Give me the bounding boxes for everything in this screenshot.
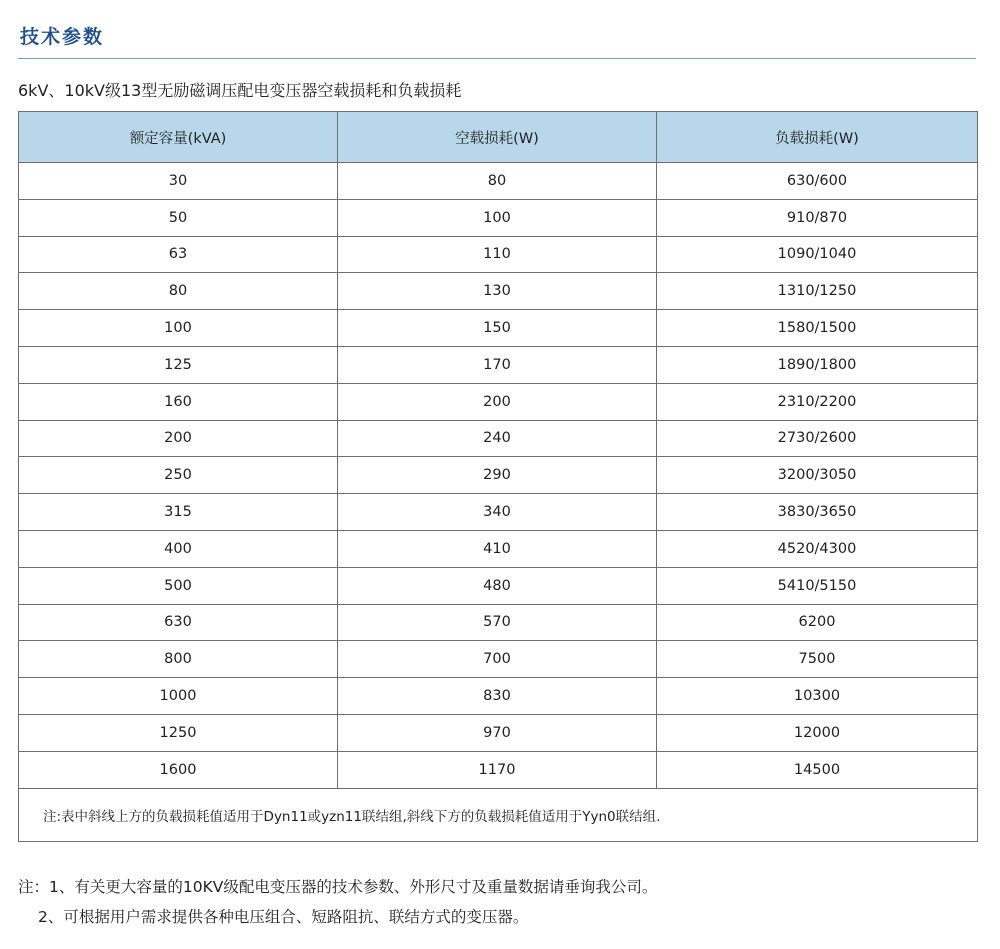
cell-capacity: 125 xyxy=(19,346,338,383)
table-row xyxy=(19,641,978,678)
cell-no-load-loss: 130 xyxy=(338,273,657,310)
cell-load-loss: 3200/3050 xyxy=(657,457,978,494)
cell-load-loss: 14500 xyxy=(657,751,978,788)
cell-capacity: 1250 xyxy=(19,714,338,751)
table-row xyxy=(19,199,978,236)
cell-no-load-loss: 340 xyxy=(338,494,657,531)
header-rated-capacity: 额定容量(kVA) xyxy=(19,112,338,163)
cell-load-loss: 1890/1800 xyxy=(657,346,978,383)
cell-load-loss: 7500 xyxy=(657,641,978,678)
cell-load-loss: 2310/2200 xyxy=(657,383,978,420)
table-header-row xyxy=(19,112,978,163)
cell-load-loss: 1090/1040 xyxy=(657,236,978,273)
cell-no-load-loss: 830 xyxy=(338,678,657,715)
cell-load-loss: 2730/2600 xyxy=(657,420,978,457)
cell-capacity: 100 xyxy=(19,310,338,347)
cell-capacity: 1600 xyxy=(19,751,338,788)
cell-no-load-loss: 700 xyxy=(338,641,657,678)
cell-no-load-loss: 410 xyxy=(338,530,657,567)
cell-no-load-loss: 290 xyxy=(338,457,657,494)
table-row xyxy=(19,751,978,788)
cell-capacity: 500 xyxy=(19,567,338,604)
section-title: 技术参数 xyxy=(20,26,105,48)
cell-no-load-loss: 80 xyxy=(338,163,657,200)
table-note-row xyxy=(19,788,978,841)
cell-load-loss: 630/600 xyxy=(657,163,978,200)
cell-no-load-loss: 240 xyxy=(338,420,657,457)
cell-capacity: 63 xyxy=(19,236,338,273)
table-row xyxy=(19,678,978,715)
cell-no-load-loss: 110 xyxy=(338,236,657,273)
table-row xyxy=(19,310,978,347)
cell-no-load-loss: 170 xyxy=(338,346,657,383)
cell-load-loss: 6200 xyxy=(657,604,978,641)
footnote-1: 注：1、有关更大容量的10KV级配电变压器的技术参数、外形尺寸及重量数据请垂询我公司。 xyxy=(18,878,658,896)
cell-capacity: 315 xyxy=(19,494,338,531)
table-note: 注:表中斜线上方的负载损耗值适用于Dyn11或yzn11联结组,斜线下方的负载损耗值适用于Yyn0联结组. xyxy=(19,788,978,841)
table-row xyxy=(19,383,978,420)
cell-capacity: 30 xyxy=(19,163,338,200)
table-row xyxy=(19,236,978,273)
cell-load-loss: 3830/3650 xyxy=(657,494,978,531)
table-row xyxy=(19,530,978,567)
table-row xyxy=(19,714,978,751)
table-row xyxy=(19,420,978,457)
cell-capacity: 1000 xyxy=(19,678,338,715)
cell-load-loss: 910/870 xyxy=(657,199,978,236)
table-row xyxy=(19,604,978,641)
cell-capacity: 630 xyxy=(19,604,338,641)
cell-load-loss: 1310/1250 xyxy=(657,273,978,310)
cell-no-load-loss: 480 xyxy=(338,567,657,604)
table-row xyxy=(19,273,978,310)
cell-capacity: 80 xyxy=(19,273,338,310)
specs-table xyxy=(18,111,978,842)
cell-load-loss: 1580/1500 xyxy=(657,310,978,347)
cell-load-loss: 12000 xyxy=(657,714,978,751)
header-no-load-loss: 空载损耗(W) xyxy=(338,112,657,163)
table-row xyxy=(19,346,978,383)
cell-capacity: 250 xyxy=(19,457,338,494)
title-divider xyxy=(18,58,976,59)
cell-load-loss: 4520/4300 xyxy=(657,530,978,567)
cell-load-loss: 10300 xyxy=(657,678,978,715)
table-caption: 6kV、10kV级13型无励磁调压配电变压器空载损耗和负载损耗 xyxy=(18,81,462,100)
table-row xyxy=(19,457,978,494)
footnote-2: 2、可根据用户需求提供各种电压组合、短路阻抗、联结方式的变压器。 xyxy=(38,908,529,926)
cell-no-load-loss: 200 xyxy=(338,383,657,420)
cell-no-load-loss: 1170 xyxy=(338,751,657,788)
cell-no-load-loss: 970 xyxy=(338,714,657,751)
table-body xyxy=(19,163,978,842)
cell-no-load-loss: 570 xyxy=(338,604,657,641)
cell-no-load-loss: 100 xyxy=(338,199,657,236)
table-row xyxy=(19,494,978,531)
cell-load-loss: 5410/5150 xyxy=(657,567,978,604)
cell-capacity: 200 xyxy=(19,420,338,457)
cell-capacity: 160 xyxy=(19,383,338,420)
cell-capacity: 50 xyxy=(19,199,338,236)
cell-capacity: 400 xyxy=(19,530,338,567)
table-row xyxy=(19,163,978,200)
footnotes xyxy=(18,872,657,932)
cell-no-load-loss: 150 xyxy=(338,310,657,347)
cell-capacity: 800 xyxy=(19,641,338,678)
table-row xyxy=(19,567,978,604)
header-load-loss: 负载损耗(W) xyxy=(657,112,978,163)
